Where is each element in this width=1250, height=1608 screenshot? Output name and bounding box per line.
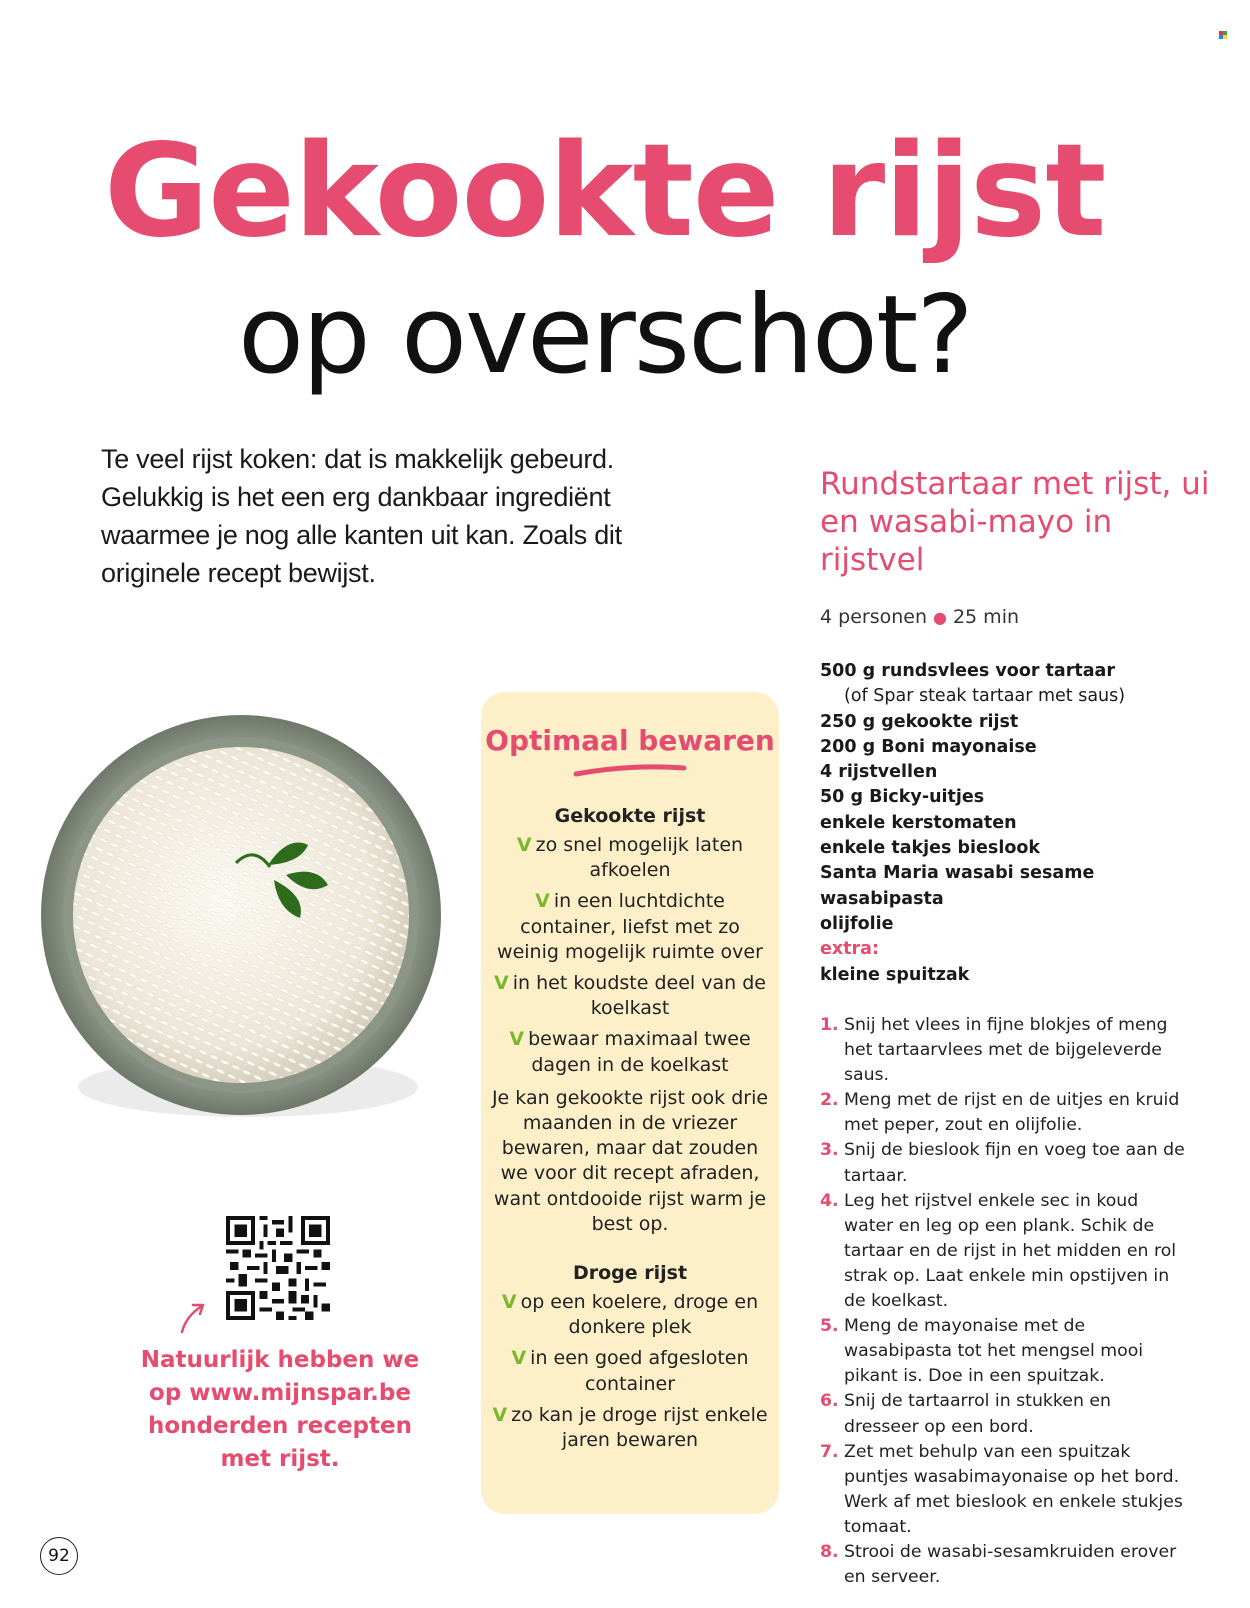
tip-item (487, 1403, 773, 1453)
bullet-icon: ● (933, 608, 947, 627)
step-text: Snij de tartaarrol in stukken en dresseer op een bord. (844, 1391, 1111, 1437)
tip-text: in een goed afgesloten container (530, 1347, 749, 1395)
ingredient: 50 g Bicky-uitjes (820, 787, 985, 808)
page-subtitle: op overschot? (238, 273, 972, 398)
step-text: Meng de mayonaise met de wasabipasta tot het mengsel mooi pikant is. Doe in een spuitzak. (844, 1316, 1144, 1387)
page-title: Gekookte rijst (104, 117, 1106, 266)
ingredient: wasabipasta (820, 888, 944, 909)
step-number: 4. (820, 1190, 839, 1211)
step-number: 5. (820, 1316, 839, 1337)
tip-text: bewaar maximaal twee dagen in de koelkast (528, 1028, 751, 1076)
check-icon: V (501, 1291, 517, 1314)
rice-bowl-image (36, 715, 446, 1130)
ingredient: 200 g Boni mayonaise (820, 736, 1037, 757)
tip-item (487, 1346, 773, 1396)
check-icon: V (535, 890, 550, 913)
recipe-steps (820, 1013, 1190, 1590)
corner-logo-mark (1219, 31, 1227, 39)
step (820, 1440, 1190, 1540)
storage-title: Optimaal bewaren (485, 724, 775, 757)
brush-underline-icon (570, 760, 690, 780)
tip-text: in een luchtdichte container, liefst met zo weinig mogelijk ruimte over (497, 890, 763, 963)
step (820, 1540, 1190, 1590)
qr-code-icon[interactable] (226, 1216, 330, 1320)
step-number: 3. (820, 1140, 839, 1161)
tip-item (487, 1290, 773, 1340)
ingredient-list (820, 659, 1220, 988)
step (820, 1314, 1190, 1389)
tip-text: zo kan je droge rijst enkele jaren bewaren (511, 1403, 768, 1452)
check-icon: V (509, 1028, 525, 1051)
storage-tips-box (481, 692, 779, 1514)
step-number: 7. (820, 1441, 839, 1462)
ingredient: olijfolie (820, 913, 894, 934)
tip-text: in het koudste deel van de koelkast (512, 972, 766, 1020)
step (820, 1013, 1190, 1088)
tip-item (487, 889, 773, 965)
tip-item (487, 833, 773, 883)
page-number: 92 (40, 1537, 78, 1575)
check-icon: V (492, 1403, 508, 1426)
step-text: Snij het vlees in fijne blokjes of meng het tartaarvlees met de bijgeleverde saus. (844, 1015, 1168, 1086)
step-number: 1. (820, 1015, 839, 1035)
step-text: Meng met de rijst en de uitjes en kruid met peper, zout en olijfolie. (844, 1090, 1180, 1136)
prep-time: 25 min (952, 606, 1020, 628)
recipe-meta (820, 606, 1019, 628)
dry-rice-tips (481, 1290, 779, 1453)
servings: 4 personen (820, 606, 927, 628)
check-icon: V (511, 1347, 527, 1370)
ingredient-extra-label: extra: (820, 939, 879, 960)
step (820, 1389, 1190, 1439)
ingredient: enkele kerstomaten (820, 812, 1017, 833)
step-text: Strooi de wasabi-sesamkruiden erover en serveer. (844, 1541, 1177, 1588)
cooked-rice-heading: Gekookte rijst (554, 805, 706, 827)
step-number: 6. (820, 1391, 839, 1412)
step (820, 1189, 1190, 1314)
step-number: 2. (820, 1090, 839, 1111)
ingredient: enkele takjes bieslook (820, 838, 1041, 859)
intro-paragraph: Te veel rijst koken: dat is makkelijk gebeurd. Gelukkig is het een erg dankbaar ingrediënt waarmee je nog alle kanten uit kan. Zoals dit originele recept bewijst. (101, 444, 622, 588)
tip-text: op een koelere, droge en donkere plek (520, 1291, 759, 1339)
step-text: Snij de bieslook fijn en voeg toe aan de tartaar. (844, 1140, 1185, 1186)
tip-item (487, 971, 773, 1021)
dry-rice-heading: Droge rijst (572, 1262, 688, 1285)
tip-text: zo snel mogelijk laten afkoelen (535, 834, 744, 882)
ingredient: 4 rijstvellen (820, 762, 938, 783)
check-icon: V (494, 972, 509, 995)
ingredient: 500 g rundsvlees voor tartaar (820, 661, 1115, 681)
ingredient: kleine spuitzak (820, 964, 970, 985)
step (820, 1088, 1190, 1138)
check-icon: V (516, 834, 532, 856)
step (820, 1138, 1190, 1188)
arrow-icon (178, 1300, 210, 1336)
tip-item (487, 1027, 773, 1077)
step-text: Leg het rijstvel enkele sec in koud water en leg op een plank. Schik de tartaar en de rijst in het midden en rol strak op. Laat enkele min opstijven in de koelkast. (844, 1190, 1177, 1312)
cooked-rice-tips (481, 833, 779, 1078)
ingredient: 250 g gekookte rijst (820, 711, 1019, 732)
step-number: 8. (820, 1541, 839, 1562)
website-promo: Natuurlijk hebben we op www.mijnspar.be honderden recepten met rijst. (140, 1347, 420, 1472)
step-text: Zet met behulp van een spuitzak puntjes wasabimayonaise op het bord. Werk af met bieslook en enkele stukjes tomaat. (844, 1441, 1183, 1537)
ingredient: Santa Maria wasabi sesame (820, 863, 1095, 884)
freezer-note: Je kan gekookte rijst ook drie maanden in de vriezer bewaren, maar dat zouden we voor dit recept afraden, want ontdooide rijst warm je best op. (491, 1086, 769, 1235)
ingredient-note: (of Spar steak tartaar met saus) (844, 686, 1126, 707)
recipe-title: Rundstartaar met rijst, ui en wasabi-mayo in rijstvel (820, 466, 1210, 578)
